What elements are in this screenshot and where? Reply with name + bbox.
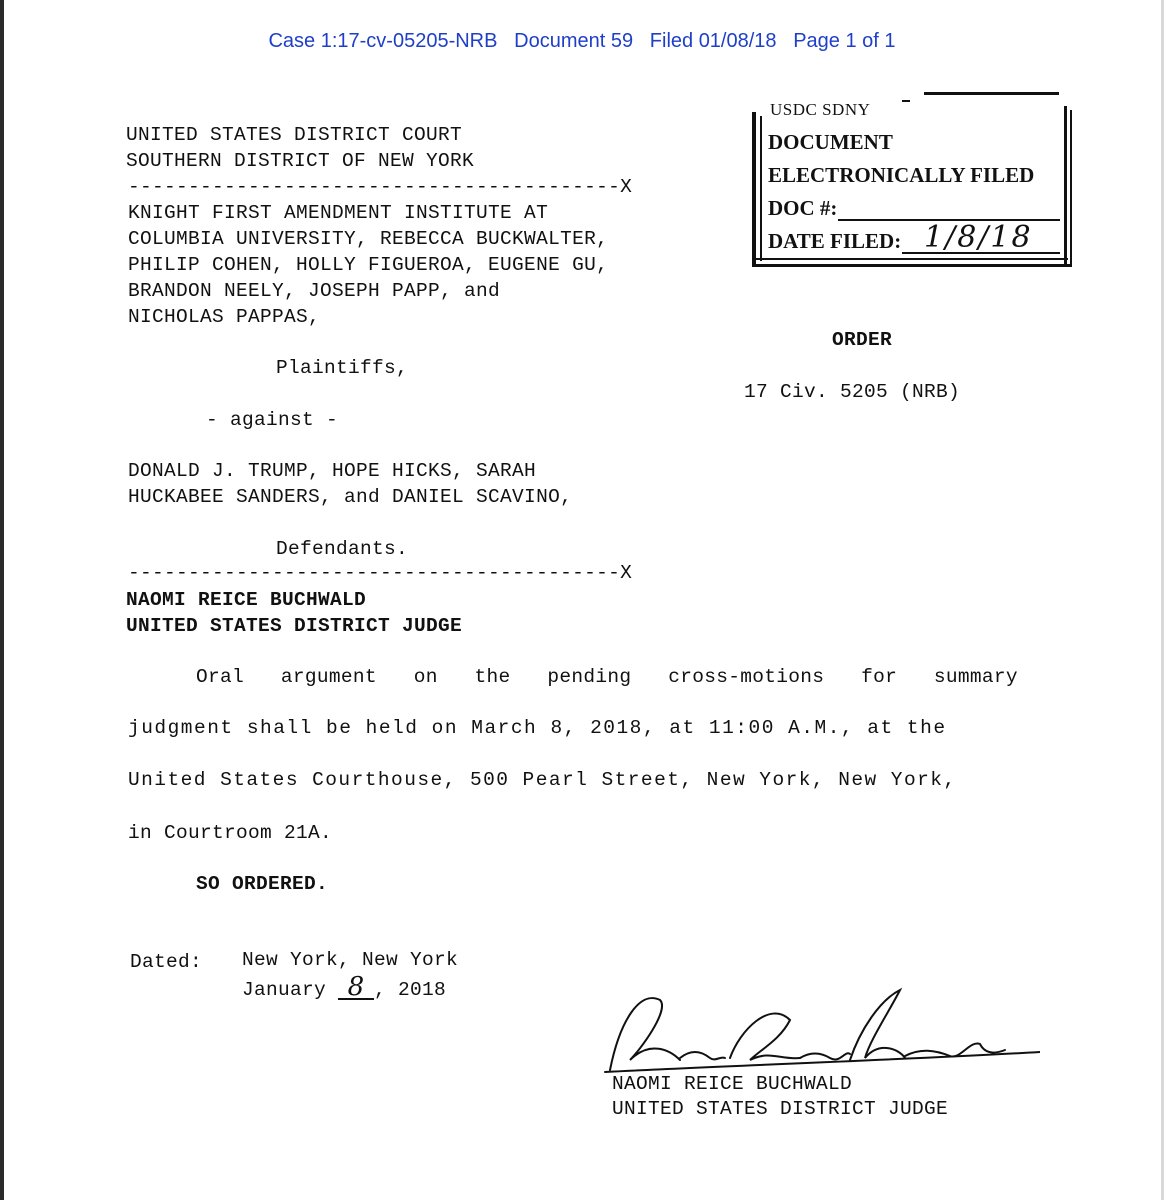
stamp-border bbox=[1070, 110, 1072, 266]
stamp-border bbox=[756, 258, 1068, 260]
dated-day-handwritten: 8 bbox=[338, 976, 374, 1000]
judge-signature bbox=[600, 980, 1040, 1080]
dated-label: Dated: bbox=[130, 951, 203, 973]
body-word: on bbox=[413, 666, 438, 688]
plaintiff-line: NICHOLAS PAPPAS, bbox=[128, 306, 321, 328]
plaintiffs-label: Plaintiffs, bbox=[276, 357, 409, 379]
defendants-label: Defendants. bbox=[276, 538, 409, 560]
dated-date bbox=[242, 972, 447, 1002]
plaintiff-line: PHILIP COHEN, HOLLY FIGUEROA, EUGENE GU, bbox=[128, 254, 609, 276]
stamp-usdc-sdny: USDC SDNY bbox=[770, 100, 871, 119]
stamp-date-filed-value: 1/8/18 bbox=[924, 220, 1033, 255]
order-title: ORDER bbox=[832, 329, 893, 351]
page-number-header: Page 1 of 1 bbox=[793, 30, 896, 52]
document-number-header: Document 59 bbox=[514, 30, 634, 52]
body-word: Oral bbox=[196, 666, 245, 688]
body-word: for bbox=[861, 666, 898, 688]
body-word: the bbox=[474, 666, 511, 688]
filed-date-header: Filed 01/08/18 bbox=[649, 30, 777, 52]
stamp-border bbox=[752, 264, 1072, 267]
plaintiff-line: COLUMBIA UNIVERSITY, REBECCA BUCKWALTER, bbox=[128, 228, 609, 250]
body-word: pending bbox=[547, 666, 632, 688]
body-line-2: judgment shall be held on March 8, 2018, at 11:00 A.M., at the bbox=[128, 717, 947, 739]
stamp-doc-number-label: DOC #: bbox=[768, 196, 838, 220]
dated-place: New York, New York bbox=[242, 949, 459, 971]
stamp-border bbox=[1064, 106, 1067, 266]
caption-divider-top: -----------------------------------------X bbox=[128, 176, 633, 198]
plaintiff-line: KNIGHT FIRST AMENDMENT INSTITUTE AT bbox=[128, 202, 549, 224]
body-line-4: in Courtroom 21A. bbox=[128, 822, 333, 844]
dated-year: , 2018 bbox=[374, 979, 447, 1001]
case-number-header: Case 1:17-cv-05205-NRB bbox=[268, 30, 498, 52]
body-line-1 bbox=[196, 666, 1018, 688]
court-name-line2: SOUTHERN DISTRICT OF NEW YORK bbox=[126, 150, 475, 172]
filing-stamp bbox=[752, 92, 1072, 270]
body-word: argument bbox=[280, 666, 377, 688]
body-word: cross-motions bbox=[668, 666, 825, 688]
body-line-3: United States Courthouse, 500 Pearl Street, New York, New York, bbox=[128, 769, 957, 791]
stamp-border bbox=[924, 92, 1059, 95]
dated-month: January bbox=[242, 979, 327, 1001]
so-ordered: SO ORDERED. bbox=[196, 873, 329, 895]
stamp-border bbox=[752, 112, 756, 264]
body-word: summary bbox=[933, 666, 1018, 688]
order-case-number: 17 Civ. 5205 (NRB) bbox=[744, 381, 961, 403]
stamp-date-filed-label: DATE FILED: bbox=[768, 229, 902, 253]
defendant-line: DONALD J. TRUMP, HOPE HICKS, SARAH bbox=[128, 460, 537, 482]
judge-heading-title: UNITED STATES DISTRICT JUDGE bbox=[126, 615, 463, 637]
page-edge-left bbox=[0, 0, 4, 1200]
against-label: - against - bbox=[206, 409, 339, 431]
signature-title: UNITED STATES DISTRICT JUDGE bbox=[612, 1098, 949, 1120]
stamp-document: DOCUMENT bbox=[768, 130, 893, 154]
signature-name: NAOMI REICE BUCHWALD bbox=[612, 1073, 853, 1095]
caption-divider-bottom: -----------------------------------------X bbox=[128, 562, 633, 584]
plaintiff-line: BRANDON NEELY, JOSEPH PAPP, and bbox=[128, 280, 501, 302]
stamp-border bbox=[760, 116, 762, 261]
ecf-header bbox=[0, 30, 1164, 53]
stamp-border bbox=[902, 100, 910, 102]
defendant-line: HUCKABEE SANDERS, and DANIEL SCAVINO, bbox=[128, 486, 573, 508]
judge-heading-name: NAOMI REICE BUCHWALD bbox=[126, 589, 367, 611]
stamp-electronically-filed: ELECTRONICALLY FILED bbox=[768, 163, 1035, 187]
court-name-line1: UNITED STATES DISTRICT COURT bbox=[126, 124, 463, 146]
